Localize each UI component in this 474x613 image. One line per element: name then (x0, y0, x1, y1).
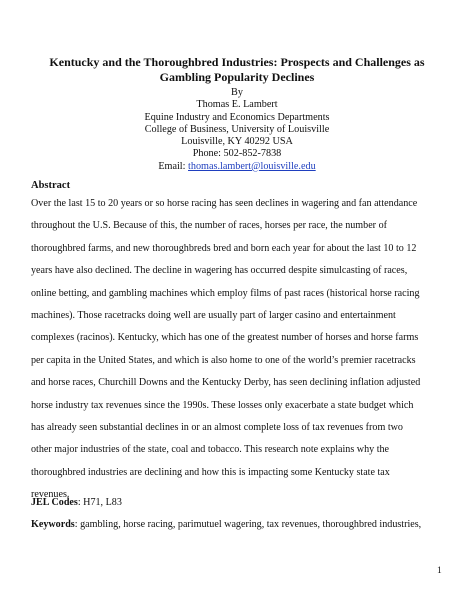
page-number: 1 (437, 566, 442, 576)
author-block (40, 87, 434, 173)
abstract-line: revenues. (31, 489, 70, 501)
keywords (31, 519, 421, 530)
title-line-1: Kentucky and the Thoroughbred Industries: Prospects and Challenges as (49, 55, 425, 69)
abstract-line: complexes (racinos). Kentucky, which has one of the greatest number of horses and horse farms (31, 332, 419, 344)
abstract-line: has already seen substantial declines in or an almost complete loss of tax revenues from two (31, 421, 403, 433)
author-name: Thomas E. Lambert (196, 99, 278, 111)
paper-title (40, 55, 434, 85)
author-email-line (40, 161, 434, 173)
author-phone: Phone: 502-852-7838 (192, 148, 282, 160)
abstract-line: other major industries of the state, coal and tobacco. This research note explains why the (31, 444, 390, 456)
author-college: College of Business, University of Louisville (144, 123, 330, 135)
abstract-line: years have also declined. The decline in wagering has occurred despite simulcasting of races, (31, 265, 408, 277)
abstract-line: per capita in the United States, and which is also home to one of the world’s premier racetracks (31, 354, 416, 366)
keywords-label: Keywords (31, 519, 75, 530)
abstract-line: online betting, and gambling machines which employ films of past races (historical horse racing (31, 287, 420, 299)
abstract-line: thoroughbred farms, and new thoroughbreds bred and born each year for about the last 10 to 12 (31, 242, 417, 254)
abstract-line: thoroughbred industries are declining and how this is impacting some Kentucky state tax (31, 466, 390, 478)
keywords-value: : gambling, horse racing, parimutuel wagering, tax revenues, thoroughbred industries, (74, 519, 422, 530)
email-link[interactable]: thomas.lambert@louisville.edu (188, 160, 316, 172)
title-line-2: Gambling Popularity Declines (159, 70, 315, 84)
jel-label: JEL Codes (31, 497, 78, 508)
jel-codes (31, 497, 122, 508)
abstract-line: Over the last 15 to 20 years or so horse racing has seen declines in wagering and fan attendance (31, 198, 418, 209)
email-label: Email: (158, 160, 189, 172)
abstract-heading: Abstract (31, 180, 71, 191)
abstract-line: and horse races, Churchill Downs and the Kentucky Derby, has seen declining inflation adjusted (31, 377, 421, 389)
author-address: Louisville, KY 40292 USA (181, 136, 293, 148)
author-department: Equine Industry and Economics Departments (144, 111, 330, 123)
abstract-line: horse industry tax revenues since the 1990s. These losses only exacerbate a state budget which (31, 399, 414, 411)
jel-value: : H71, L83 (77, 497, 122, 508)
abstract-line: machines). Those racetracks doing well are usually part of larger casino and entertainment (31, 309, 396, 321)
abstract-line: throughout the U.S. Because of this, the number of races, horses per race, the number of (31, 220, 387, 232)
abstract-body (31, 198, 443, 511)
byline: By (231, 87, 243, 98)
